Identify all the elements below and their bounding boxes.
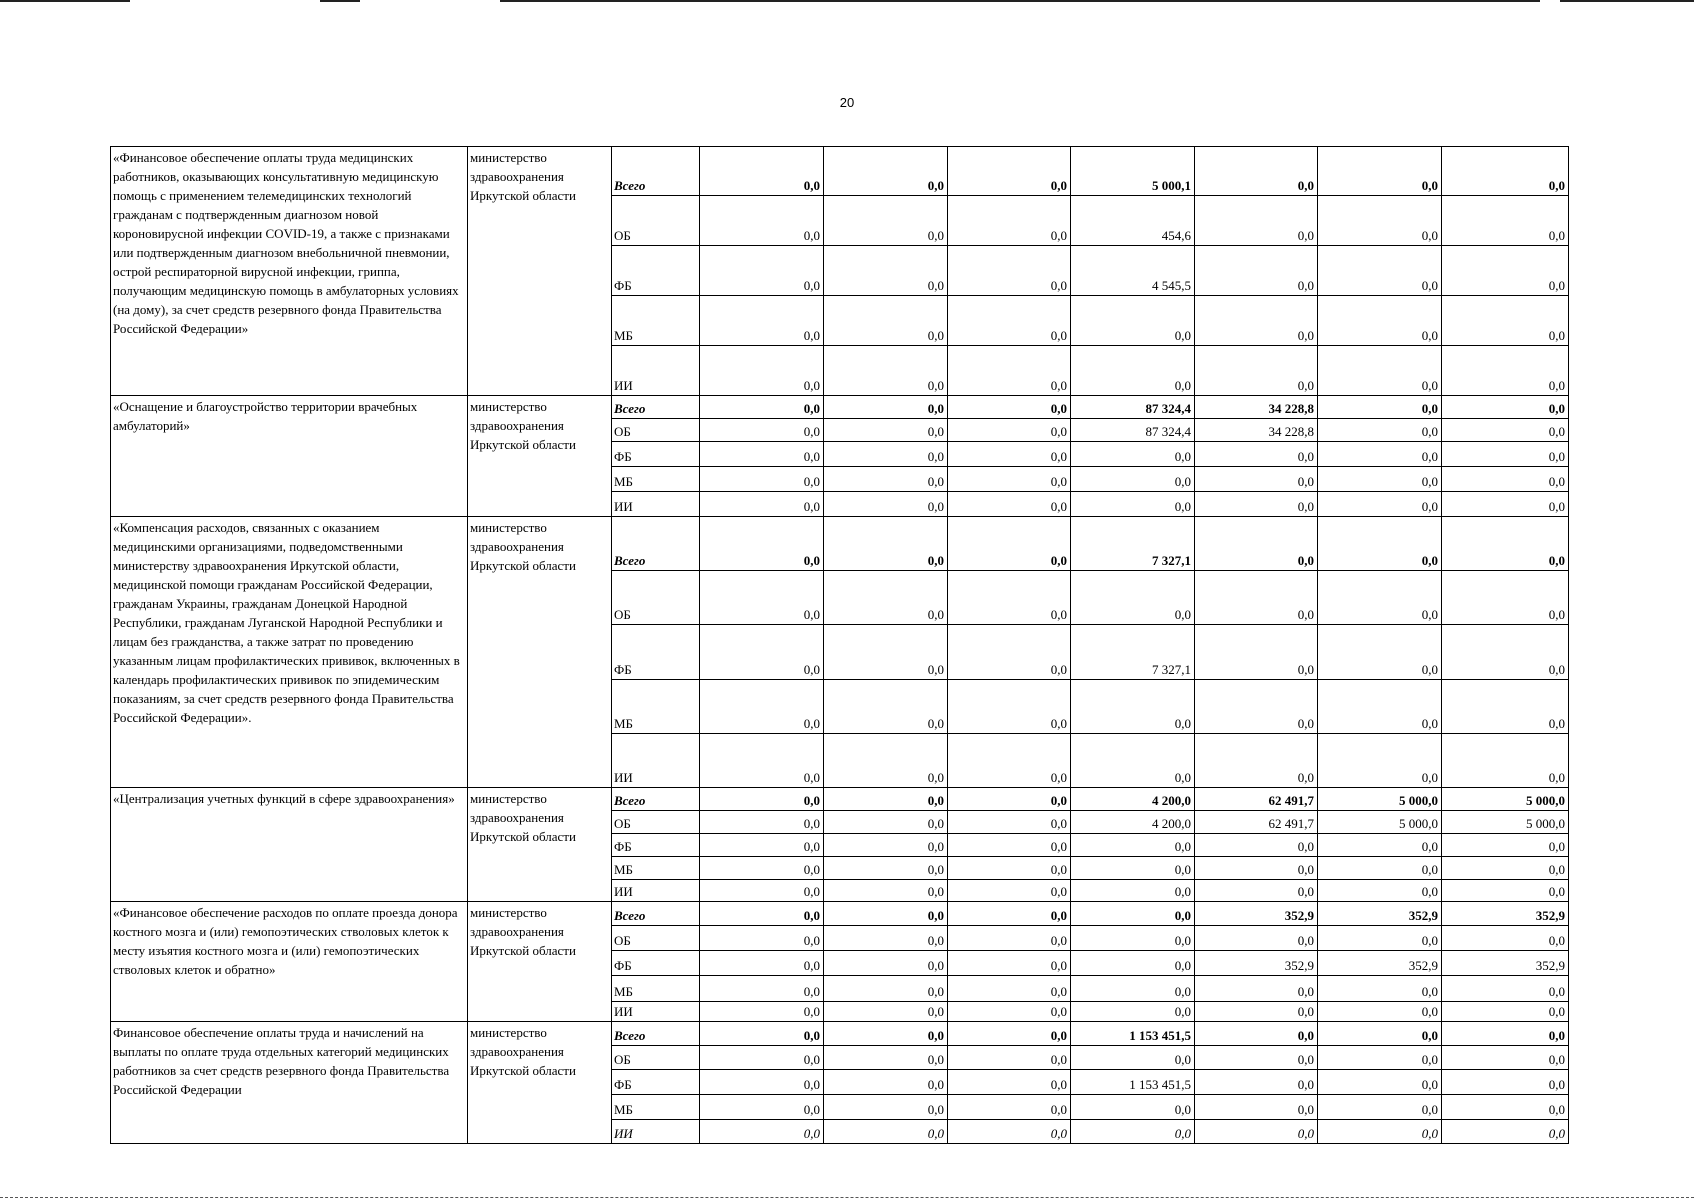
- amount-cell: 0,0: [1442, 734, 1569, 788]
- amount-cell: 0,0: [700, 625, 824, 680]
- amount-cell: 0,0: [948, 1070, 1071, 1095]
- amount-cell: 0,0: [1442, 857, 1569, 880]
- measure-description: Финансовое обеспечение оплаты труда и начислений на выплаты по оплате труда отдельных категорий медицинских работников за счет средств резервного фонда Правительства Российской Федерации: [111, 1022, 468, 1144]
- amount-cell: 0,0: [824, 246, 948, 296]
- amount-cell: 0,0: [948, 1046, 1071, 1070]
- amount-cell: 0,0: [1195, 926, 1318, 951]
- amount-cell: 5 000,0: [1318, 788, 1442, 811]
- amount-cell: 0,0: [948, 396, 1071, 419]
- amount-cell: 0,0: [700, 857, 824, 880]
- measure-executor: министерство здравоохранения Иркутской области: [468, 902, 612, 1022]
- amount-cell: 0,0: [1195, 492, 1318, 517]
- amount-cell: 0,0: [824, 1070, 948, 1095]
- amount-cell: 5 000,1: [1071, 147, 1195, 196]
- amount-cell: 0,0: [1442, 396, 1569, 419]
- amount-cell: 0,0: [700, 492, 824, 517]
- amount-cell: 62 491,7: [1195, 811, 1318, 834]
- amount-cell: 0,0: [1442, 467, 1569, 492]
- amount-cell: 0,0: [948, 571, 1071, 625]
- amount-cell: 0,0: [1442, 296, 1569, 346]
- amount-cell: 0,0: [700, 442, 824, 467]
- amount-cell: 0,0: [824, 902, 948, 926]
- amount-cell: 0,0: [1318, 517, 1442, 571]
- amount-cell: 0,0: [1318, 880, 1442, 902]
- scan-edge-bottom: [0, 1197, 1694, 1201]
- amount-cell: 0,0: [1318, 419, 1442, 442]
- amount-cell: 0,0: [1442, 1022, 1569, 1046]
- amount-cell: 0,0: [824, 442, 948, 467]
- amount-cell: 0,0: [824, 680, 948, 734]
- amount-cell: 0,0: [1318, 1002, 1442, 1022]
- funding-source: ИИ: [612, 1002, 700, 1022]
- amount-cell: 0,0: [1442, 1120, 1569, 1144]
- amount-cell: 0,0: [1195, 246, 1318, 296]
- amount-cell: 0,0: [948, 492, 1071, 517]
- funding-source: ИИ: [612, 880, 700, 902]
- amount-cell: 0,0: [1442, 346, 1569, 396]
- amount-cell: 0,0: [1318, 834, 1442, 857]
- amount-cell: 0,0: [948, 467, 1071, 492]
- funding-source: ФБ: [612, 951, 700, 976]
- amount-cell: 0,0: [1071, 442, 1195, 467]
- amount-cell: 0,0: [1071, 926, 1195, 951]
- amount-cell: 0,0: [1442, 419, 1569, 442]
- amount-cell: 0,0: [1071, 467, 1195, 492]
- amount-cell: 0,0: [948, 346, 1071, 396]
- amount-cell: 0,0: [948, 1095, 1071, 1120]
- amount-cell: 0,0: [1071, 296, 1195, 346]
- amount-cell: 0,0: [700, 734, 824, 788]
- amount-cell: 0,0: [824, 625, 948, 680]
- page-number: 20: [839, 95, 855, 110]
- amount-cell: 0,0: [1318, 571, 1442, 625]
- amount-cell: 0,0: [1071, 1046, 1195, 1070]
- amount-cell: 0,0: [1318, 467, 1442, 492]
- amount-cell: 0,0: [1195, 571, 1318, 625]
- amount-cell: 0,0: [1442, 1046, 1569, 1070]
- amount-cell: 0,0: [1442, 571, 1569, 625]
- funding-source: ОБ: [612, 196, 700, 246]
- amount-cell: 0,0: [1318, 1120, 1442, 1144]
- amount-cell: 0,0: [1318, 680, 1442, 734]
- amount-cell: 0,0: [824, 857, 948, 880]
- amount-cell: 0,0: [1195, 834, 1318, 857]
- amount-cell: 0,0: [1442, 1095, 1569, 1120]
- amount-cell: 0,0: [1071, 1095, 1195, 1120]
- amount-cell: 0,0: [1442, 976, 1569, 1002]
- funding-source: ФБ: [612, 1070, 700, 1095]
- amount-cell: 0,0: [948, 1120, 1071, 1144]
- funding-source: МБ: [612, 296, 700, 346]
- amount-cell: 0,0: [1195, 442, 1318, 467]
- funding-source: ОБ: [612, 926, 700, 951]
- table-row: [111, 147, 1569, 196]
- measure-description: «Финансовое обеспечение расходов по оплате проезда донора костного мозга и (или) гемопоэтических стволовых клеток к месту изъятия костного мозга и (или) гемопоэтических стволовых клеток и обратно»: [111, 902, 468, 1022]
- table-row: [111, 396, 1569, 419]
- funding-source: ОБ: [612, 571, 700, 625]
- measure-executor: министерство здравоохранения Иркутской области: [468, 517, 612, 788]
- funding-source: ФБ: [612, 442, 700, 467]
- amount-cell: 0,0: [824, 976, 948, 1002]
- amount-cell: 1 153 451,5: [1071, 1022, 1195, 1046]
- funding-source: ФБ: [612, 246, 700, 296]
- funding-source: Всего: [612, 902, 700, 926]
- amount-cell: 0,0: [824, 196, 948, 246]
- amount-cell: 0,0: [700, 788, 824, 811]
- amount-cell: 0,0: [700, 926, 824, 951]
- amount-cell: 0,0: [1318, 147, 1442, 196]
- amount-cell: 0,0: [1195, 1095, 1318, 1120]
- amount-cell: 0,0: [948, 857, 1071, 880]
- funding-source: Всего: [612, 788, 700, 811]
- amount-cell: 87 324,4: [1071, 396, 1195, 419]
- amount-cell: 0,0: [1442, 625, 1569, 680]
- amount-cell: 0,0: [1318, 1070, 1442, 1095]
- amount-cell: 0,0: [1442, 880, 1569, 902]
- amount-cell: 454,6: [1071, 196, 1195, 246]
- amount-cell: 0,0: [948, 788, 1071, 811]
- amount-cell: 0,0: [700, 1046, 824, 1070]
- amount-cell: 7 327,1: [1071, 517, 1195, 571]
- amount-cell: 0,0: [1442, 246, 1569, 296]
- amount-cell: 0,0: [700, 419, 824, 442]
- amount-cell: 0,0: [1442, 834, 1569, 857]
- amount-cell: 0,0: [1442, 680, 1569, 734]
- amount-cell: 0,0: [948, 246, 1071, 296]
- amount-cell: 0,0: [1318, 396, 1442, 419]
- amount-cell: 0,0: [1195, 1002, 1318, 1022]
- amount-cell: 0,0: [824, 788, 948, 811]
- amount-cell: 0,0: [948, 196, 1071, 246]
- amount-cell: 0,0: [1318, 1046, 1442, 1070]
- amount-cell: 0,0: [1195, 147, 1318, 196]
- amount-cell: 0,0: [1318, 1095, 1442, 1120]
- measure-description: «Централизация учетных функций в сфере здравоохранения»: [111, 788, 468, 902]
- amount-cell: 0,0: [1195, 680, 1318, 734]
- amount-cell: 0,0: [1195, 880, 1318, 902]
- amount-cell: 0,0: [1442, 1002, 1569, 1022]
- amount-cell: 0,0: [1195, 1046, 1318, 1070]
- amount-cell: 0,0: [948, 517, 1071, 571]
- amount-cell: 0,0: [824, 147, 948, 196]
- amount-cell: 0,0: [948, 147, 1071, 196]
- amount-cell: 0,0: [1195, 734, 1318, 788]
- amount-cell: 0,0: [824, 951, 948, 976]
- amount-cell: 0,0: [948, 880, 1071, 902]
- funding-source: МБ: [612, 680, 700, 734]
- amount-cell: 0,0: [1195, 517, 1318, 571]
- amount-cell: 0,0: [1195, 976, 1318, 1002]
- amount-cell: 0,0: [700, 902, 824, 926]
- amount-cell: 352,9: [1195, 951, 1318, 976]
- funding-source: Всего: [612, 517, 700, 571]
- amount-cell: 0,0: [1318, 625, 1442, 680]
- funding-source: Всего: [612, 147, 700, 196]
- amount-cell: 0,0: [1195, 625, 1318, 680]
- amount-cell: 0,0: [1318, 734, 1442, 788]
- amount-cell: 0,0: [948, 734, 1071, 788]
- amount-cell: 0,0: [824, 1120, 948, 1144]
- amount-cell: 0,0: [948, 976, 1071, 1002]
- amount-cell: 0,0: [948, 951, 1071, 976]
- amount-cell: 0,0: [1442, 492, 1569, 517]
- amount-cell: 0,0: [700, 811, 824, 834]
- funding-source: ИИ: [612, 346, 700, 396]
- amount-cell: 0,0: [1195, 296, 1318, 346]
- amount-cell: 0,0: [700, 951, 824, 976]
- funding-source: МБ: [612, 467, 700, 492]
- amount-cell: 5 000,0: [1442, 788, 1569, 811]
- amount-cell: 0,0: [824, 926, 948, 951]
- funding-source: МБ: [612, 976, 700, 1002]
- amount-cell: 0,0: [1071, 902, 1195, 926]
- amount-cell: 0,0: [948, 680, 1071, 734]
- amount-cell: 0,0: [1071, 680, 1195, 734]
- amount-cell: 0,0: [1318, 976, 1442, 1002]
- amount-cell: 0,0: [824, 880, 948, 902]
- amount-cell: 0,0: [1195, 1120, 1318, 1144]
- amount-cell: 0,0: [1442, 1070, 1569, 1095]
- amount-cell: 0,0: [948, 811, 1071, 834]
- funding-source: ИИ: [612, 734, 700, 788]
- funding-source: ОБ: [612, 419, 700, 442]
- measure-description: «Финансовое обеспечение оплаты труда медицинских работников, оказывающих консультативную медицинскую помощь с применением телемедицинских технологий гражданам с подтвержденным диагнозом новой короновирусной инфекции COVID-19, а также с признаками или подтвержденным диагнозом внебольничной пневмонии, острой респираторной вирусной инфекции, гриппа, получающим медицинскую помощь в амбулаторных условиях (на дому), за счет средств резервного фонда Правительства Российской Федерации»: [111, 147, 468, 396]
- amount-cell: 0,0: [1195, 196, 1318, 246]
- amount-cell: 0,0: [1071, 734, 1195, 788]
- amount-cell: 0,0: [1442, 442, 1569, 467]
- amount-cell: 62 491,7: [1195, 788, 1318, 811]
- amount-cell: 0,0: [1318, 926, 1442, 951]
- funding-source: МБ: [612, 857, 700, 880]
- scan-edge-top: [0, 0, 1694, 3]
- table-row: [111, 517, 1569, 571]
- amount-cell: 0,0: [948, 834, 1071, 857]
- amount-cell: 0,0: [1195, 857, 1318, 880]
- amount-cell: 352,9: [1442, 902, 1569, 926]
- measure-executor: министерство здравоохранения Иркутской области: [468, 1022, 612, 1144]
- amount-cell: 0,0: [824, 1022, 948, 1046]
- amount-cell: 352,9: [1318, 951, 1442, 976]
- amount-cell: 0,0: [824, 1002, 948, 1022]
- amount-cell: 0,0: [700, 976, 824, 1002]
- amount-cell: 352,9: [1195, 902, 1318, 926]
- funding-source: ИИ: [612, 1120, 700, 1144]
- measure-executor: министерство здравоохранения Иркутской области: [468, 396, 612, 517]
- amount-cell: 0,0: [700, 147, 824, 196]
- amount-cell: 0,0: [948, 926, 1071, 951]
- amount-cell: 0,0: [1318, 296, 1442, 346]
- amount-cell: 0,0: [700, 834, 824, 857]
- amount-cell: 0,0: [700, 880, 824, 902]
- amount-cell: 0,0: [1442, 147, 1569, 196]
- amount-cell: 0,0: [700, 571, 824, 625]
- table-row: [111, 1022, 1569, 1046]
- amount-cell: 0,0: [1071, 880, 1195, 902]
- amount-cell: 0,0: [824, 811, 948, 834]
- funding-source: ФБ: [612, 625, 700, 680]
- amount-cell: 4 545,5: [1071, 246, 1195, 296]
- amount-cell: 34 228,8: [1195, 396, 1318, 419]
- amount-cell: 0,0: [824, 834, 948, 857]
- amount-cell: 0,0: [1318, 346, 1442, 396]
- amount-cell: 0,0: [700, 1095, 824, 1120]
- amount-cell: 0,0: [1195, 1070, 1318, 1095]
- amount-cell: 0,0: [1442, 517, 1569, 571]
- amount-cell: 0,0: [1071, 1120, 1195, 1144]
- amount-cell: 5 000,0: [1442, 811, 1569, 834]
- amount-cell: 0,0: [1071, 571, 1195, 625]
- amount-cell: 0,0: [1071, 346, 1195, 396]
- amount-cell: 87 324,4: [1071, 419, 1195, 442]
- amount-cell: 0,0: [1318, 442, 1442, 467]
- measure-description: «Компенсация расходов, связанных с оказанием медицинскими организациями, подведомственными министерству здравоохранения Иркутской области, медицинской помощи гражданам Российской Федерации, гражданам Украины, гражданам Донецкой Народной Республики, гражданам Луганской Народной Республики и лицам без гражданства, а также затрат по проведению указанным лицам профилактических прививок, включенных в календарь профилактических прививок по эпидемическим показаниям, за счет средств резервного фонда Правительства Российской Федерации».: [111, 517, 468, 788]
- amount-cell: 0,0: [700, 1022, 824, 1046]
- amount-cell: 0,0: [1071, 976, 1195, 1002]
- amount-cell: 0,0: [1318, 857, 1442, 880]
- amount-cell: 0,0: [1442, 926, 1569, 951]
- amount-cell: 0,0: [824, 1046, 948, 1070]
- amount-cell: 0,0: [1071, 951, 1195, 976]
- table-row: [111, 902, 1569, 926]
- amount-cell: 0,0: [948, 419, 1071, 442]
- budget-table: [110, 146, 1569, 1144]
- amount-cell: 0,0: [824, 467, 948, 492]
- amount-cell: 4 200,0: [1071, 811, 1195, 834]
- funding-source: Всего: [612, 1022, 700, 1046]
- amount-cell: 34 228,8: [1195, 419, 1318, 442]
- amount-cell: 0,0: [700, 1120, 824, 1144]
- amount-cell: 0,0: [1318, 492, 1442, 517]
- amount-cell: 352,9: [1442, 951, 1569, 976]
- amount-cell: 0,0: [1318, 196, 1442, 246]
- amount-cell: 0,0: [824, 396, 948, 419]
- amount-cell: 1 153 451,5: [1071, 1070, 1195, 1095]
- amount-cell: 7 327,1: [1071, 625, 1195, 680]
- amount-cell: 0,0: [824, 734, 948, 788]
- amount-cell: 0,0: [1318, 1022, 1442, 1046]
- funding-source: МБ: [612, 1095, 700, 1120]
- amount-cell: 4 200,0: [1071, 788, 1195, 811]
- amount-cell: 0,0: [948, 1002, 1071, 1022]
- amount-cell: 0,0: [700, 396, 824, 419]
- table-row: [111, 788, 1569, 811]
- amount-cell: 0,0: [700, 517, 824, 571]
- measure-description: «Оснащение и благоустройство территории врачебных амбулаторий»: [111, 396, 468, 517]
- measure-executor: министерство здравоохранения Иркутской области: [468, 147, 612, 396]
- amount-cell: 0,0: [700, 680, 824, 734]
- amount-cell: 0,0: [824, 346, 948, 396]
- amount-cell: 0,0: [824, 492, 948, 517]
- funding-source: ОБ: [612, 1046, 700, 1070]
- funding-source: ФБ: [612, 834, 700, 857]
- measure-executor: министерство здравоохранения Иркутской области: [468, 788, 612, 902]
- amount-cell: 0,0: [700, 196, 824, 246]
- amount-cell: 0,0: [824, 419, 948, 442]
- amount-cell: 0,0: [824, 296, 948, 346]
- amount-cell: 0,0: [700, 467, 824, 492]
- amount-cell: 0,0: [700, 346, 824, 396]
- amount-cell: 0,0: [1442, 196, 1569, 246]
- amount-cell: 0,0: [1071, 834, 1195, 857]
- funding-source: Всего: [612, 396, 700, 419]
- amount-cell: 0,0: [824, 571, 948, 625]
- funding-source: ИИ: [612, 492, 700, 517]
- amount-cell: 0,0: [948, 625, 1071, 680]
- amount-cell: 0,0: [948, 1022, 1071, 1046]
- amount-cell: 0,0: [700, 296, 824, 346]
- amount-cell: 352,9: [1318, 902, 1442, 926]
- amount-cell: 0,0: [824, 1095, 948, 1120]
- amount-cell: 0,0: [824, 517, 948, 571]
- funding-source: ОБ: [612, 811, 700, 834]
- amount-cell: 0,0: [700, 1002, 824, 1022]
- amount-cell: 0,0: [948, 902, 1071, 926]
- amount-cell: 0,0: [948, 442, 1071, 467]
- amount-cell: 0,0: [1195, 1022, 1318, 1046]
- amount-cell: 0,0: [1318, 246, 1442, 296]
- amount-cell: 0,0: [1071, 857, 1195, 880]
- table-body: [111, 147, 1569, 1144]
- amount-cell: 0,0: [1195, 346, 1318, 396]
- amount-cell: 0,0: [1071, 1002, 1195, 1022]
- amount-cell: 5 000,0: [1318, 811, 1442, 834]
- amount-cell: 0,0: [700, 246, 824, 296]
- amount-cell: 0,0: [1071, 492, 1195, 517]
- amount-cell: 0,0: [700, 1070, 824, 1095]
- amount-cell: 0,0: [948, 296, 1071, 346]
- amount-cell: 0,0: [1195, 467, 1318, 492]
